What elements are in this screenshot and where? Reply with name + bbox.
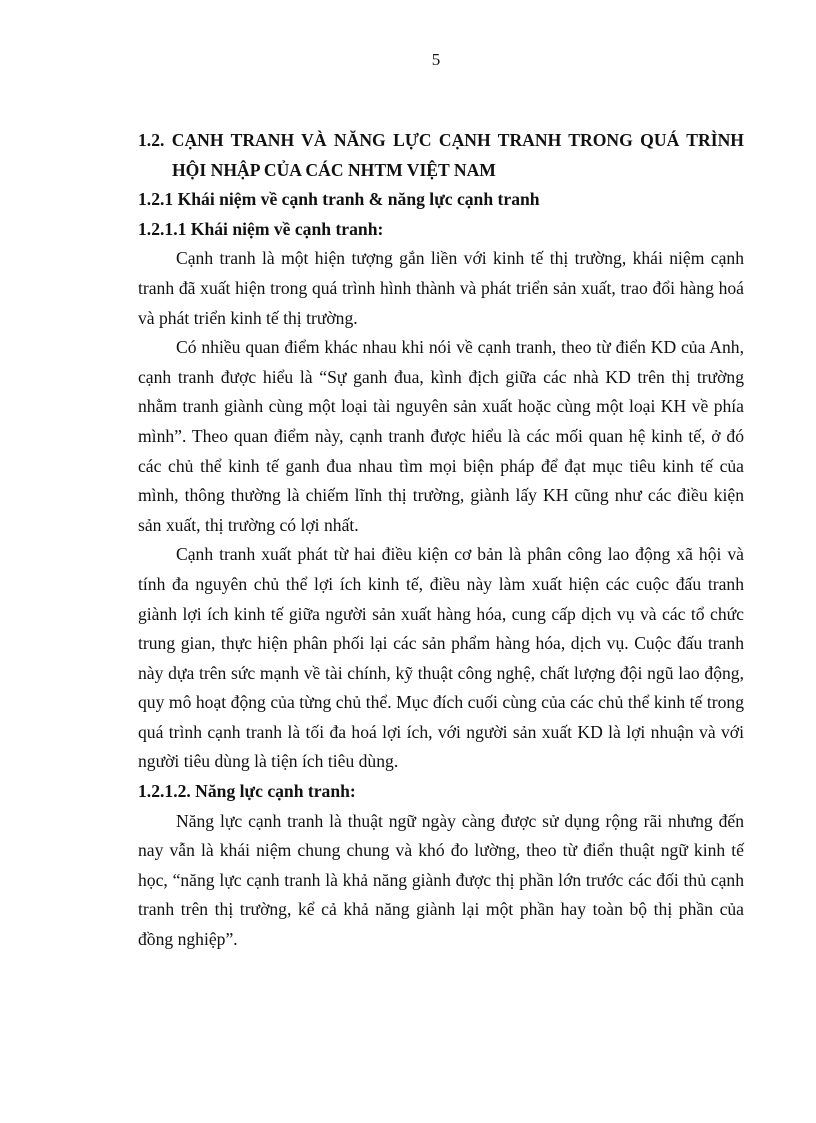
subsection-title: 1.2.1 Khái niệm về cạnh tranh & năng lực cạnh tranh bbox=[138, 189, 540, 210]
paragraph: Năng lực cạnh tranh là thuật ngữ ngày càng được sử dụng rộng rãi nhưng đến nay vẫn là khái niệm chung chung và khó đo lường, theo từ điển thuật ngữ kinh tế học, “năng lực cạnh tranh là khả năng giành được thị phần lớn trước các đối thủ cạnh tranh trên thị trường, kể cả khả năng giành lại một phần hay toàn bộ thị phần của đồng nghiệp”. bbox=[138, 810, 744, 950]
paragraph: Cạnh tranh là một hiện tượng gắn liền với kinh tế thị trường, khái niệm cạnh tranh đã xuất hiện trong quá trình hình thành và phát triển sản xuất, trao đổi hàng hoá và phát triển kinh tế thị trường. bbox=[138, 248, 744, 328]
part2-title: 1.2.1.2. Năng lực cạnh tranh: bbox=[138, 781, 356, 802]
paragraph: Cạnh tranh xuất phát từ hai điều kiện cơ bản là phân công lao động xã hội và tính đa nguyên chủ thể lợi ích kinh tế, điều này làm xuất hiện các cuộc đấu tranh giành lợi ích kinh tế giữa người sản xuất hàng hóa, cung cấp dịch vụ và các tổ chức trung gian, thực hiện phân phối lại các sản phẩm hàng hóa, dịch vụ. Cuộc đấu tranh này dựa trên sức mạnh về tài chính, kỹ thuật công nghệ, chất lượng đội ngũ lao động, quy mô hoạt động của từng chủ thể. Mục đích cuối cùng của các chủ thể kinh tế trong quá trình cạnh tranh là tối đa hoá lợi ích, với người sản xuất KD là lợi nhuận và với người tiêu dùng là tiện ích tiêu dùng. bbox=[138, 544, 744, 772]
part1-title: 1.2.1.1 Khái niệm về cạnh tranh: bbox=[138, 218, 384, 239]
section-title: 1.2. CẠNH TRANH VÀ NĂNG LỰC CẠNH TRANH TRONG QUÁ TRÌNH HỘI NHẬP CỦA CÁC NHTM VIỆT NAM bbox=[138, 130, 744, 180]
document-body bbox=[138, 126, 744, 955]
paragraph: Có nhiều quan điểm khác nhau khi nói về cạnh tranh, theo từ điển KD của Anh, cạnh tranh được hiểu là “Sự ganh đua, kình địch giữa các nhà KD trên thị trường nhằm tranh giành cùng một loại tài nguyên sản xuất hoặc cùng một loại KH về phía mình”. Theo quan điểm này, cạnh tranh được hiểu là các mối quan hệ kinh tế, ở đó các chủ thể kinh tế ganh đua nhau tìm mọi biện pháp để đạt mục tiêu kinh tế của mình, thông thường là chiếm lĩnh thị trường, giành lấy KH cũng như các điều kiện sản xuất, thị trường có lợi nhất. bbox=[138, 337, 744, 535]
page-number: 5 bbox=[431, 50, 441, 69]
